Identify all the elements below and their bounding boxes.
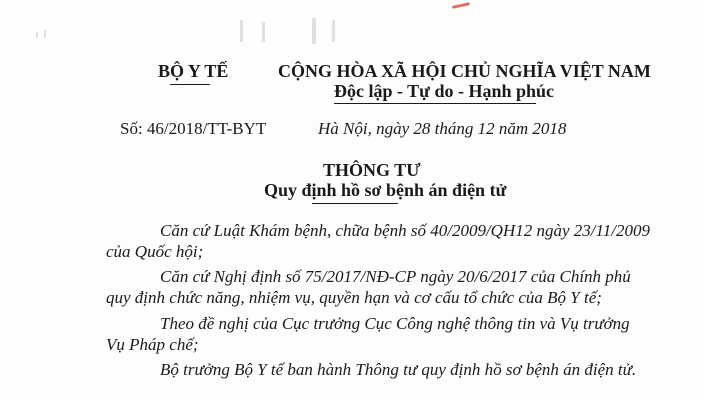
document-subject: Quy định hồ sơ bệnh án điện tử bbox=[264, 180, 507, 200]
body-line: của Quốc hội; bbox=[106, 242, 204, 261]
place-and-date: Hà Nội, ngày 28 tháng 12 năm 2018 bbox=[318, 119, 567, 138]
body-line: Căn cứ Nghị định số 75/2017/NĐ-CP ngày 20/6/2017 của Chính phủ bbox=[160, 267, 631, 286]
scan-artifact bbox=[44, 30, 46, 38]
scan-artifact bbox=[36, 32, 38, 38]
scan-artifact bbox=[240, 20, 243, 42]
agency-underline bbox=[170, 84, 210, 85]
scan-artifact bbox=[262, 22, 265, 42]
red-pen-mark bbox=[452, 2, 470, 9]
subject-underline bbox=[312, 203, 398, 204]
body-line: Bộ trưởng Bộ Y tế ban hành Thông tư quy định hồ sơ bệnh án điện tử. bbox=[160, 360, 637, 379]
motto-underline bbox=[334, 103, 536, 104]
document-type: THÔNG TƯ bbox=[323, 160, 421, 180]
body-line: quy định chức năng, nhiệm vụ, quyền hạn và cơ cấu tổ chức của Bộ Y tế; bbox=[106, 288, 602, 307]
scan-artifact bbox=[332, 20, 335, 42]
body-line: Căn cứ Luật Khám bệnh, chữa bệnh số 40/2009/QH12 ngày 23/11/2009 bbox=[160, 221, 650, 240]
national-motto: Độc lập - Tự do - Hạnh phúc bbox=[334, 81, 555, 101]
document-number: Số: 46/2018/TT-BYT bbox=[120, 119, 267, 138]
body-line: Vụ Pháp chế; bbox=[106, 335, 199, 354]
national-title: CỘNG HÒA XÃ HỘI CHỦ NGHĨA VIỆT NAM bbox=[278, 61, 651, 81]
body-line: Theo đề nghị của Cục trưởng Cục Công nghệ thông tin và Vụ trưởng bbox=[160, 314, 630, 333]
issuing-agency: BỘ Y TẾ bbox=[158, 61, 229, 81]
scan-artifact bbox=[312, 18, 316, 44]
